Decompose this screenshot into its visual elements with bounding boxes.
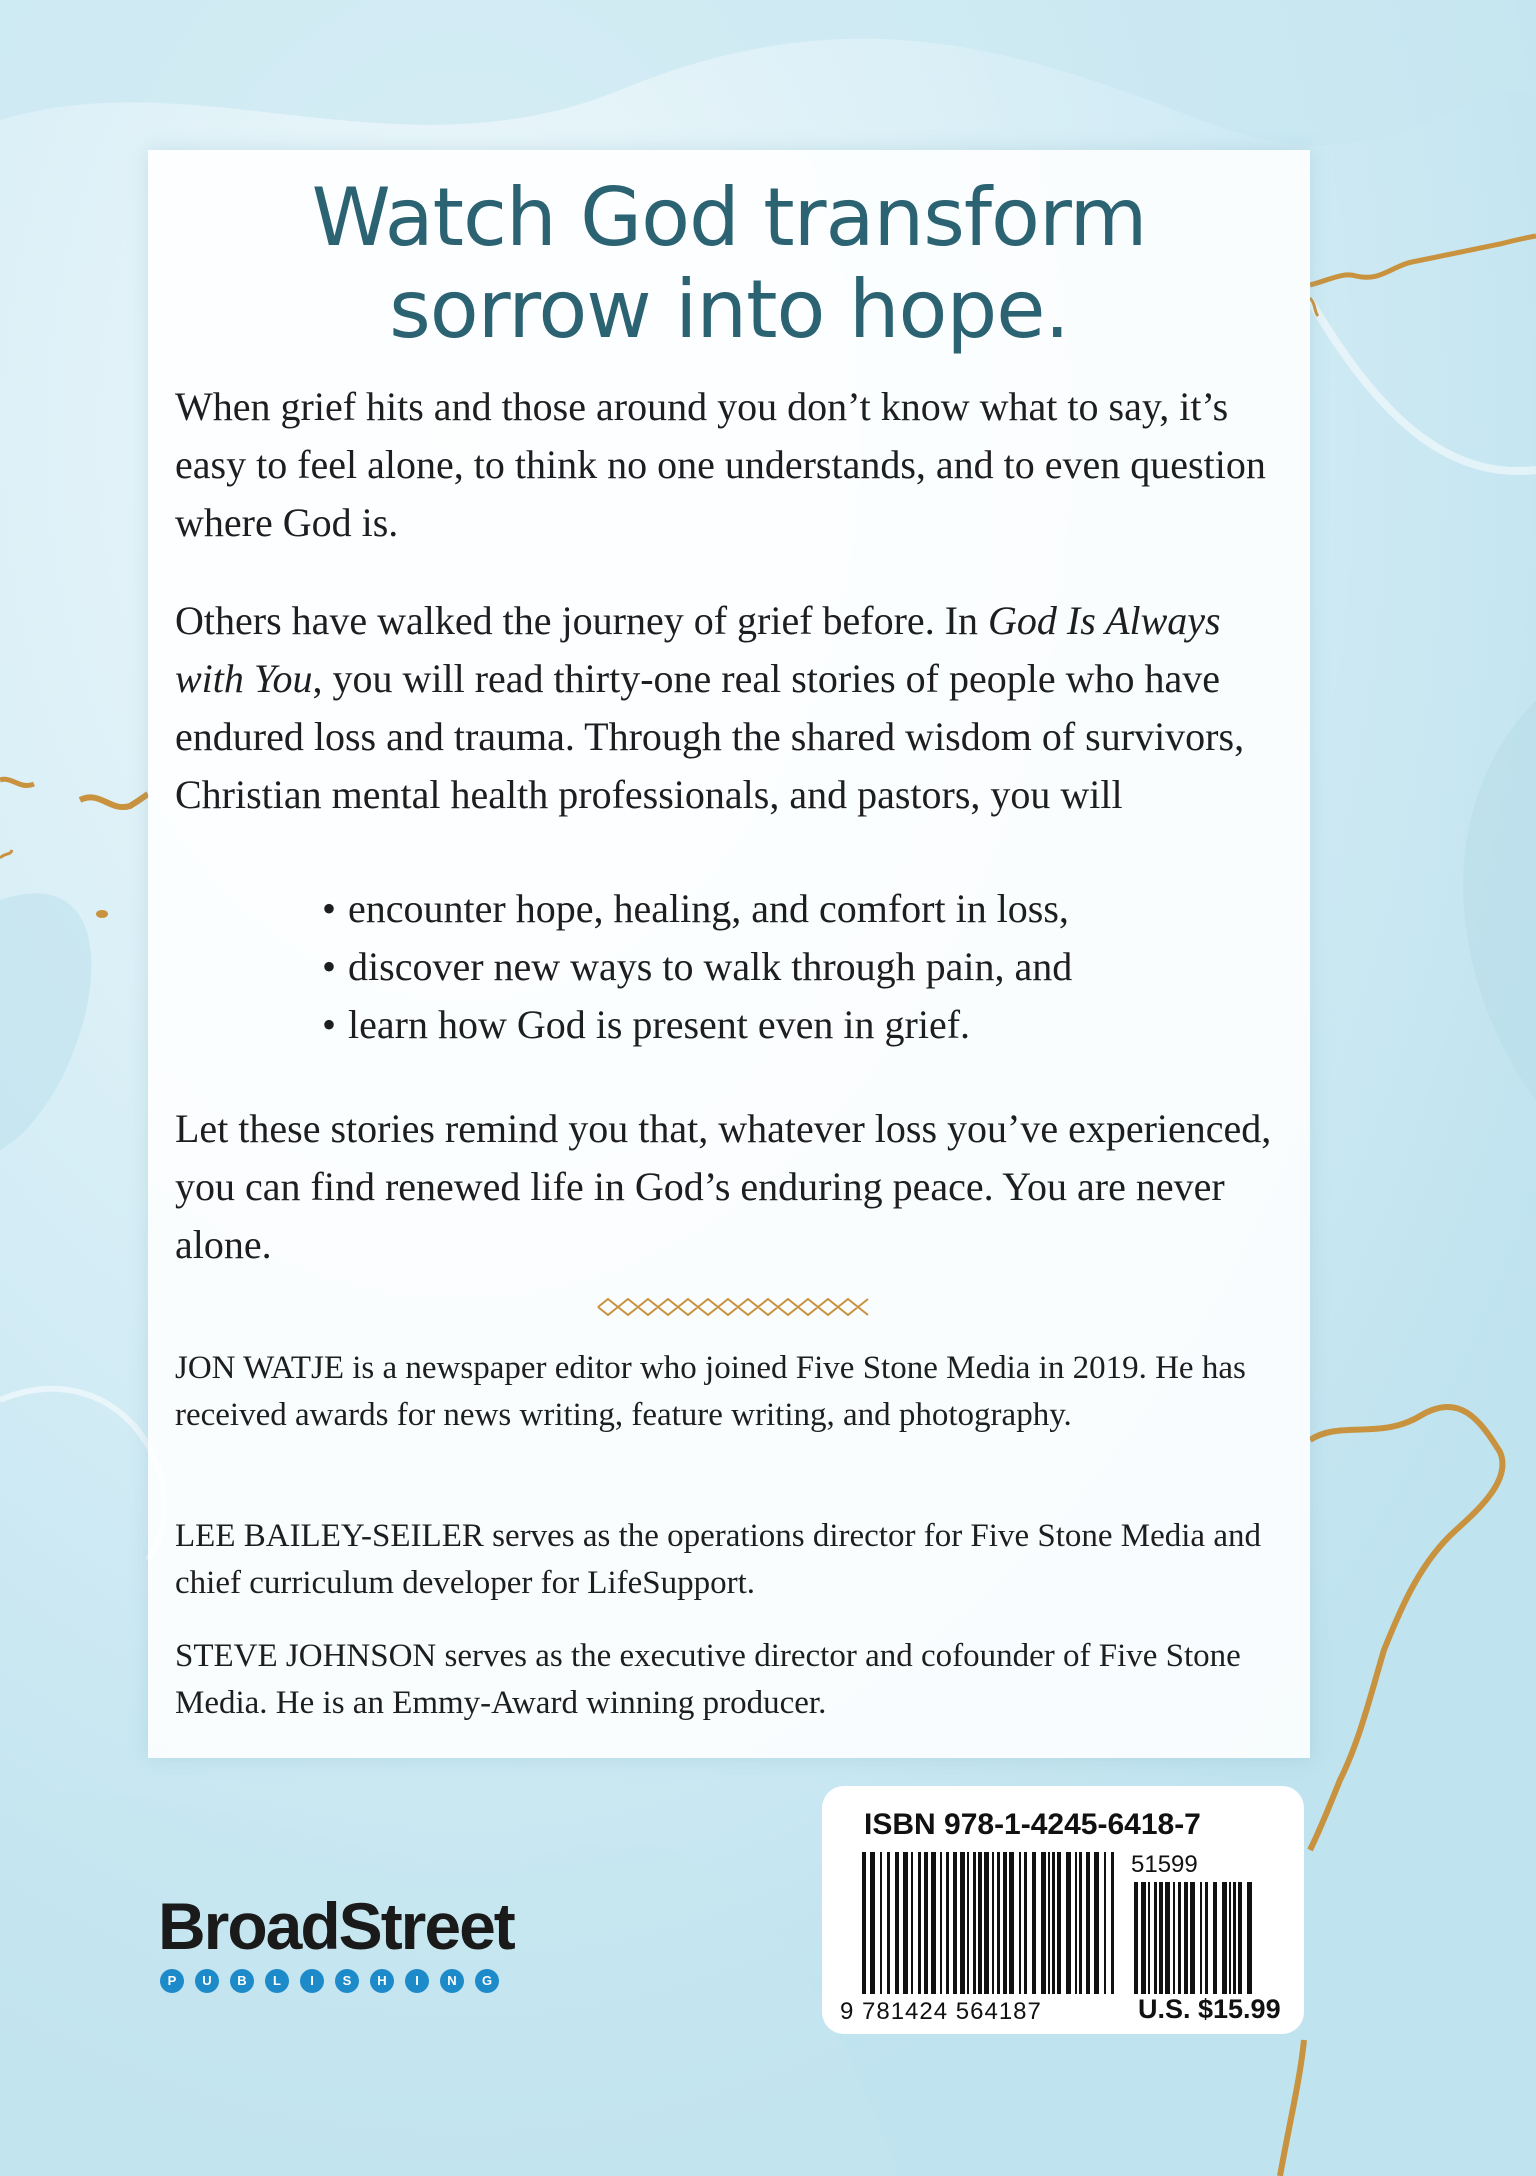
- barcode-bar: [1032, 1852, 1036, 1994]
- barcode-bar: [1052, 1852, 1055, 1994]
- bullet-item: • encounter hope, healing, and comfort in loss,: [322, 880, 1072, 938]
- barcode-bar: [1173, 1882, 1175, 1994]
- price-label: U.S. $15.99: [1138, 1994, 1281, 2024]
- barcode-bar: [862, 1852, 866, 1994]
- barcode-bar: [895, 1852, 899, 1994]
- barcode-bar: [1222, 1882, 1227, 1994]
- isbn-barcode: [862, 1852, 1122, 1994]
- barcode-bar: [1057, 1852, 1061, 1994]
- barcode-bar: [1134, 1882, 1138, 1994]
- barcode-bar: [903, 1852, 908, 1994]
- barcode-bar: [1159, 1882, 1163, 1994]
- barcode-bar: [997, 1852, 1000, 1994]
- barcode-bar: [1247, 1882, 1252, 1994]
- barcode-bar: [967, 1852, 969, 1994]
- price-barcode: [1134, 1882, 1264, 1994]
- headline-line-1: Watch God transform: [311, 171, 1147, 264]
- publisher-letter: I: [300, 1969, 324, 1993]
- isbn-label: ISBN 978-1-4245-6418-7: [864, 1808, 1201, 1841]
- publisher-letter: H: [370, 1969, 394, 1993]
- barcode-bar: [1041, 1852, 1046, 1994]
- barcode-bar: [1009, 1852, 1014, 1994]
- barcode-bar: [953, 1852, 957, 1994]
- publisher-logo: [158, 1891, 558, 1993]
- barcode-bar: [1141, 1882, 1146, 1994]
- barcode-bar: [1200, 1882, 1202, 1994]
- intro-paragraph-2-rest: , you will read thirty-one real stories of people who have endured loss and trauma. Through the shared wisdom of survivors, Christian mental health professionals, and pastors, you will: [175, 656, 1245, 817]
- barcode-bar: [946, 1852, 949, 1994]
- publisher-subtitle: [160, 1969, 558, 1993]
- publisher-letter: P: [160, 1969, 184, 1993]
- barcode-bar: [1229, 1882, 1231, 1994]
- publisher-letter: U: [195, 1969, 219, 1993]
- barcode-bar: [880, 1852, 882, 1994]
- bullet-list: [322, 880, 1072, 1054]
- barcode-bar: [1024, 1852, 1027, 1994]
- barcode-bar: [1104, 1852, 1106, 1994]
- barcode-bar: [984, 1852, 989, 1994]
- bio-steve-johnson: STEVE JOHNSON serves as the executive director and cofounder of Five Stone Media. He is an Emmy-Award winning producer.: [175, 1638, 1241, 1721]
- headline-line-2: sorrow into hope.: [389, 263, 1069, 356]
- barcode-bar: [1019, 1852, 1021, 1994]
- barcode-bar: [940, 1852, 942, 1994]
- headline: [148, 172, 1310, 356]
- barcode-bar: [1075, 1852, 1077, 1994]
- publisher-name: BroadStreet: [158, 1889, 514, 1963]
- barcode-bar: [911, 1852, 913, 1994]
- intro-paragraph-2: [175, 592, 1275, 824]
- barcode-bar: [992, 1852, 994, 1994]
- barcode-bar: [978, 1852, 982, 1994]
- publisher-letter: L: [265, 1969, 289, 1993]
- intro-paragraph-2-lead: Others have walked the journey of grief before. In: [175, 598, 989, 643]
- barcode-bar: [1094, 1852, 1099, 1994]
- intro-paragraph-3: Let these stories remind you that, whatever loss you’ve experienced, you can find renewed life in God’s enduring peace. You are never alone.: [175, 1106, 1272, 1267]
- bio-lee-bailey-seiler: LEE BAILEY-SEILER serves as the operations director for Five Stone Media and chief curriculum developer for LifeSupport.: [175, 1518, 1261, 1601]
- barcode-bar: [870, 1852, 875, 1994]
- barcode-bar: [1233, 1882, 1236, 1994]
- barcode-block: [822, 1786, 1304, 2034]
- publisher-letter: S: [335, 1969, 359, 1993]
- barcode-bar: [1238, 1882, 1242, 1994]
- barcode-bar: [1079, 1852, 1082, 1994]
- barcode-bar: [887, 1852, 890, 1994]
- barcode-bar: [973, 1852, 976, 1994]
- barcode-bar: [1213, 1882, 1217, 1994]
- bullet-item: • discover new ways to walk through pain, and: [322, 938, 1072, 996]
- publisher-letter: G: [475, 1969, 499, 1993]
- back-cover-panel: [148, 150, 1310, 1758]
- barcode-bar: [1154, 1882, 1157, 1994]
- intro-paragraph-1: When grief hits and those around you don’t know what to say, it’s easy to feel alone, to think no one understands, and to even question where God is.: [175, 384, 1266, 545]
- barcode-bar: [1165, 1882, 1170, 1994]
- barcode-bar: [1148, 1882, 1150, 1994]
- barcode-bar: [1086, 1852, 1090, 1994]
- price-code: 51599: [1131, 1851, 1198, 1878]
- barcode-bar: [931, 1852, 936, 1994]
- barcode-bar: [1111, 1852, 1114, 1994]
- book-title: God Is Always with You: [175, 598, 1221, 701]
- publisher-letter: N: [440, 1969, 464, 1993]
- barcode-bar: [1190, 1882, 1195, 1994]
- publisher-letter: B: [230, 1969, 254, 1993]
- publisher-letter: I: [405, 1969, 429, 1993]
- bullet-item: • learn how God is present even in grief.: [322, 996, 1072, 1054]
- barcode-bar: [1178, 1882, 1181, 1994]
- barcode-bar: [1205, 1882, 1208, 1994]
- barcode-bar: [1066, 1852, 1071, 1994]
- barcode-digits: 9 781424 564187: [840, 1998, 1042, 2025]
- bio-jon-watje: JON WATJE is a newspaper editor who joined Five Stone Media in 2019. He has received awards for news writing, feature writing, and photography.: [175, 1350, 1246, 1433]
- barcode-bar: [1003, 1852, 1007, 1994]
- barcode-bar: [960, 1852, 965, 1994]
- barcode-bar: [1184, 1882, 1188, 1994]
- barcode-bar: [924, 1852, 928, 1994]
- barcode-bar: [918, 1852, 921, 1994]
- barcode-bar: [1048, 1852, 1050, 1994]
- ornament-divider: [596, 1296, 872, 1318]
